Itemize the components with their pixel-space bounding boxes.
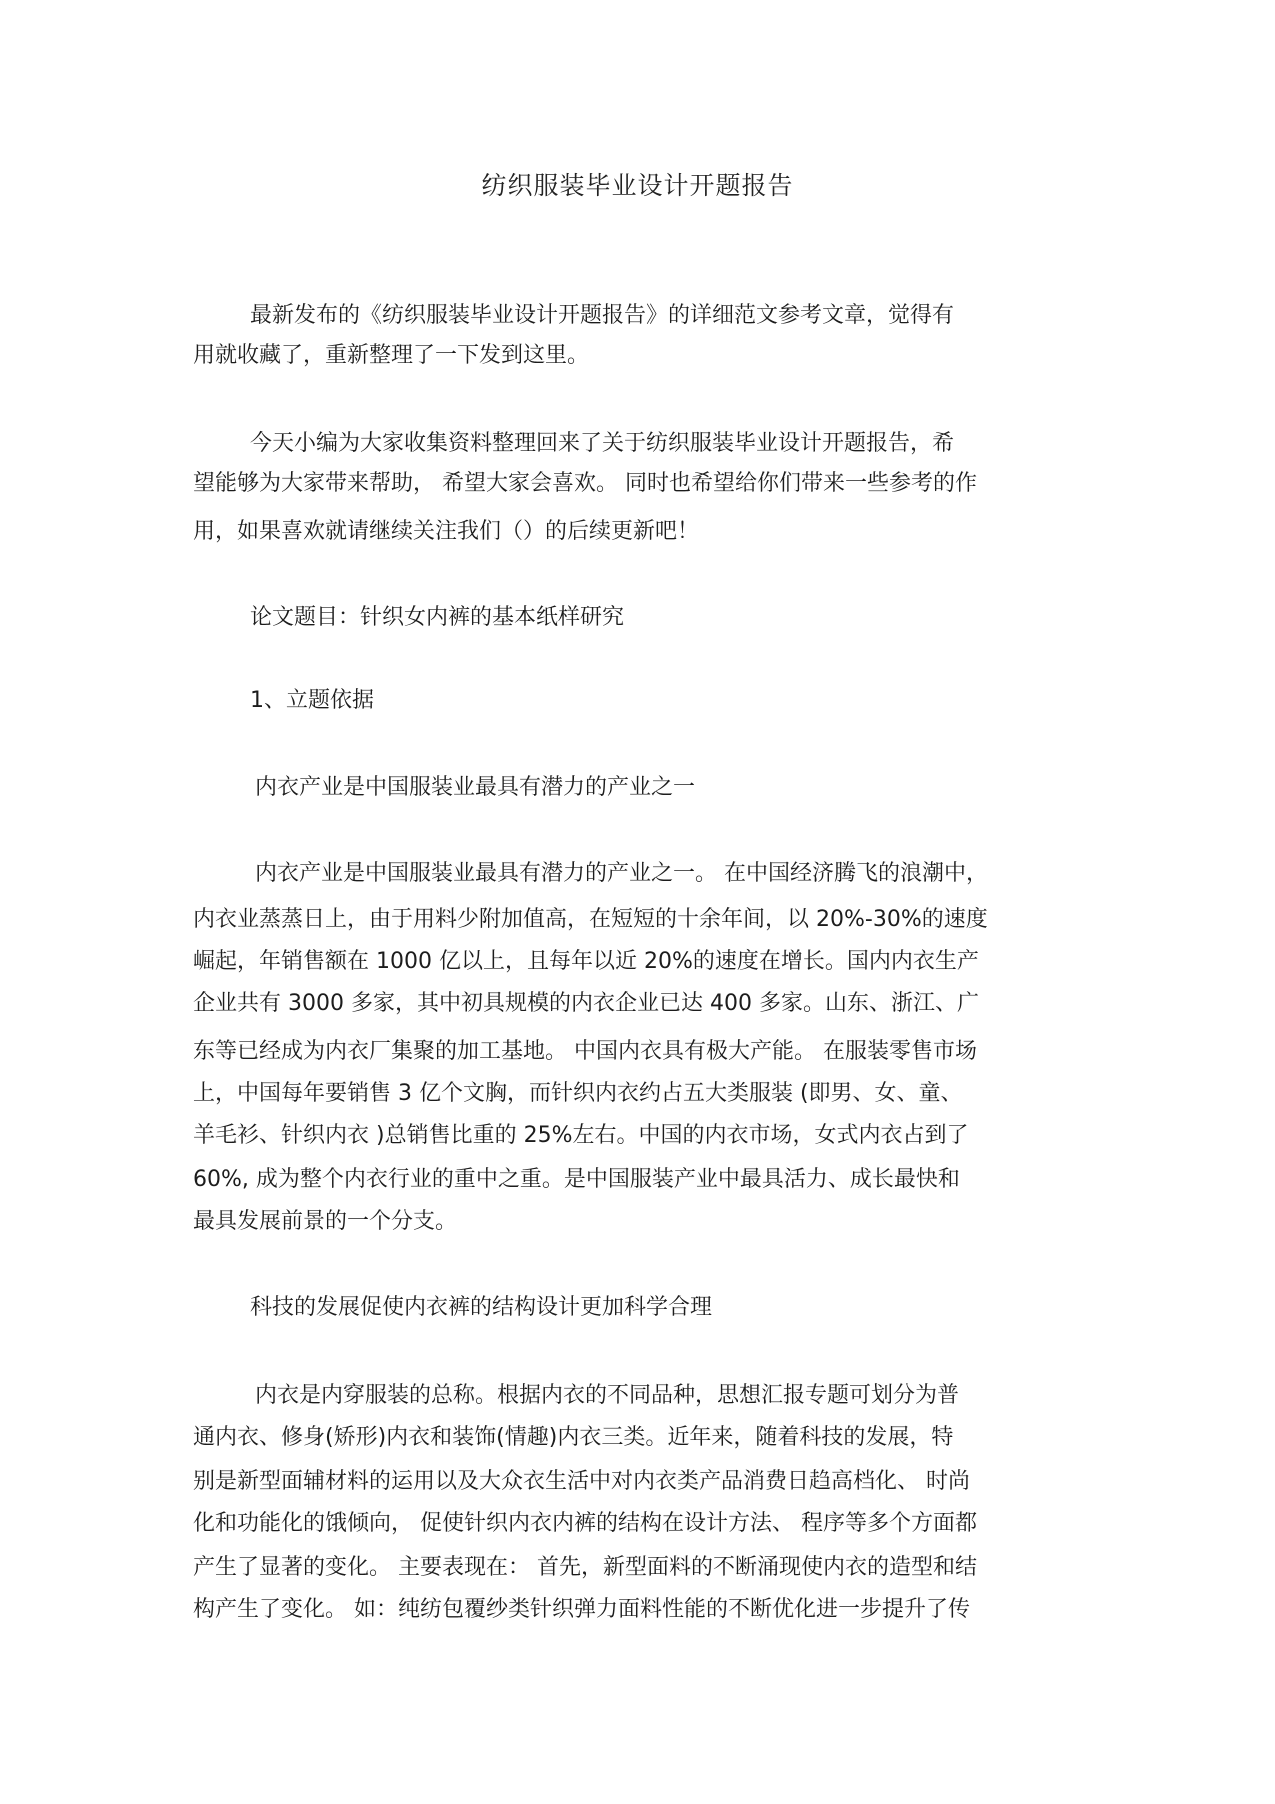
paragraph-line: 最新发布的《纺织服装毕业设计开题报告》的详细范文参考文章，觉得有: [250, 303, 955, 328]
paragraph-line: 产生了显著的变化。 主要表现在： 首先，新型面料的不断涌现使内衣的造型和结: [193, 1555, 977, 1580]
paragraph-line: 内衣是内穿服装的总称。根据内衣的不同品种，思想汇报专题可划分为普: [255, 1383, 960, 1408]
paragraph-line: 今天小编为大家收集资料整理回来了关于纺织服装毕业设计开题报告，希: [250, 431, 955, 456]
paragraph-line: 用就收藏了，重新整理了一下发到这里。: [193, 343, 590, 368]
paragraph-line: 崛起，年销售额在 1000 亿以上，且每年以近 20%的速度在增长。国内内衣生产: [193, 949, 979, 974]
paragraph-line: 化和功能化的饿倾向， 促使针织内衣内裤的结构在设计方法、 程序等多个方面都: [193, 1511, 977, 1536]
document-title: 纺织服装毕业设计开题报告: [481, 171, 794, 200]
paragraph-line: 60%, 成为整个内衣行业的重中之重。是中国服装产业中最具活力、成长最快和: [193, 1167, 960, 1192]
paragraph-line: 企业共有 3000 多家，其中初具规模的内衣企业已达 400 多家。山东、浙江、广: [193, 991, 979, 1016]
paragraph-line: 内衣业蒸蒸日上，由于用料少附加值高，在短短的十余年间，以 20%-30%的速度: [193, 907, 988, 932]
paragraph-line: 东等已经成为内衣厂集聚的加工基地。 中国内衣具有极大产能。 在服装零售市场: [193, 1039, 977, 1064]
paragraph-line: 上，中国每年要销售 3 亿个文胸，而针织内衣约占五大类服装 (即男、女、童、: [193, 1081, 963, 1106]
paragraph-line: 羊毛衫、针织内衣 )总销售比重的 25%左右。中国的内衣市场，女式内衣占到了: [193, 1123, 969, 1148]
paragraph-line: 望能够为大家带来帮助， 希望大家会喜欢。 同时也希望给你们带来一些参考的作: [193, 471, 977, 496]
paragraph-line: 最具发展前景的一个分支。: [193, 1209, 458, 1234]
paragraph-line: 别是新型面辅材料的运用以及大众衣生活中对内衣类产品消费日趋高档化、 时尚: [193, 1469, 970, 1494]
subheading: 科技的发展促使内衣裤的结构设计更加科学合理: [250, 1295, 713, 1320]
paragraph-line: 用，如果喜欢就请继续关注我们（）的后续更新吧！: [193, 519, 700, 544]
paragraph-line: 构产生了变化。 如：纯纺包覆纱类针织弹力面料性能的不断优化进一步提升了传: [193, 1597, 970, 1622]
paragraph-line: 内衣产业是中国服装业最具有潜力的产业之一。 在中国经济腾飞的浪潮中，: [255, 861, 988, 886]
paragraph-line: 通内衣、修身(矫形)内衣和装饰(情趣)内衣三类。近年来，随着科技的发展，特: [193, 1425, 954, 1450]
section-heading: 1、立题依据: [250, 688, 374, 713]
subheading: 内衣产业是中国服装业最具有潜力的产业之一: [255, 775, 696, 800]
thesis-title-line: 论文题目：针织女内裤的基本纸样研究: [250, 605, 625, 630]
